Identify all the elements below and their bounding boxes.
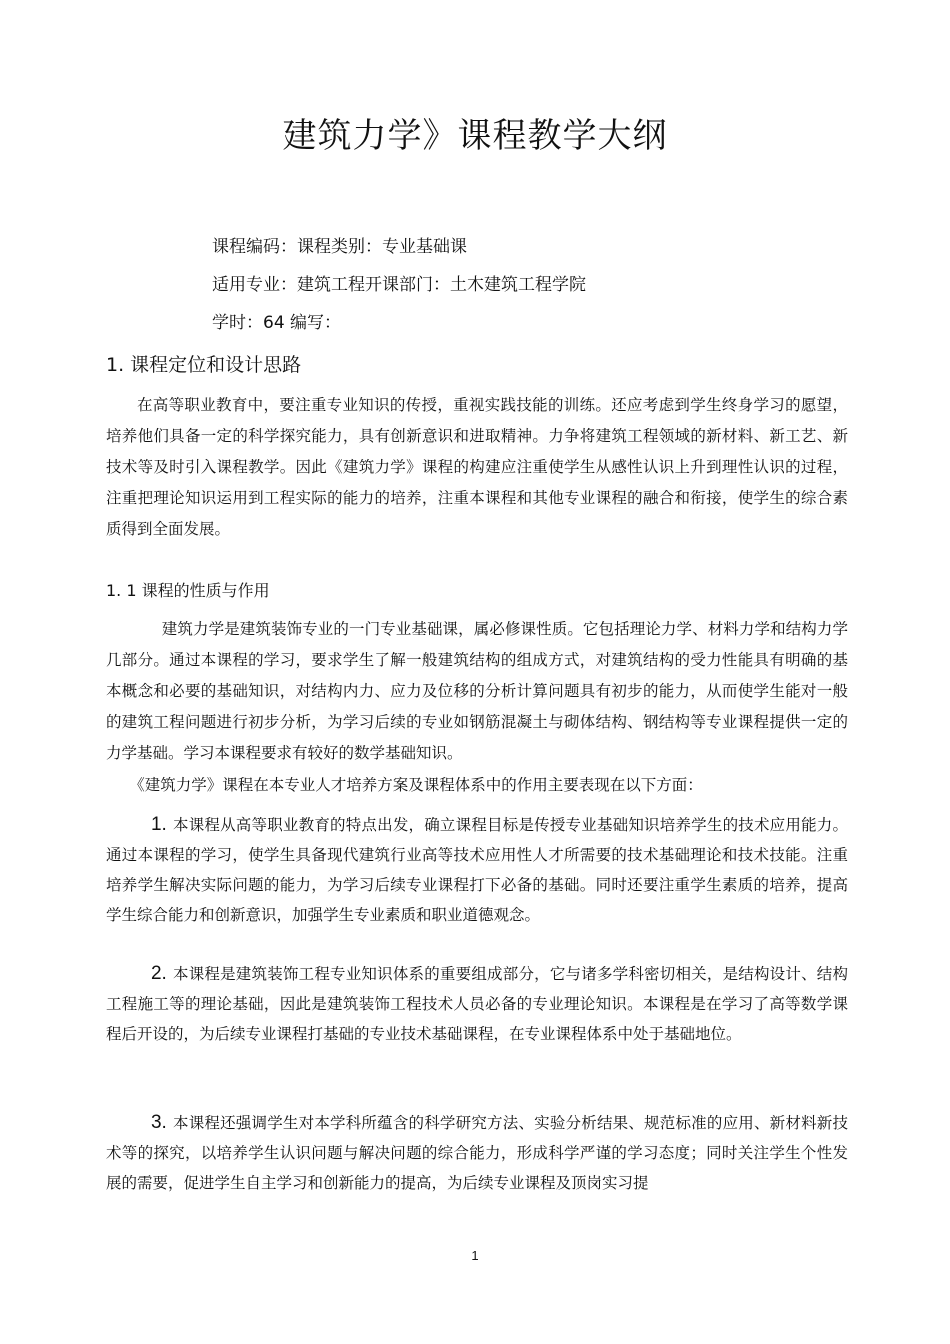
- meta-course-code-category: 课程编码：课程类别：专业基础课: [212, 237, 467, 257]
- document-title: 建筑力学》课程教学大纲: [282, 116, 668, 156]
- meta-major-department: 适用专业：建筑工程开课部门：土木建筑工程学院: [212, 275, 586, 295]
- section-positioning-paragraph: 在高等职业教育中，要注重专业知识的传授，重视实践技能的训练。还应考虑到学生终身学习的愿望，培养他们具备一定的科学探究能力，具有创新意识和进取精神。力争将建筑工程领域的新材料、新工艺、新技术等及时引入课程教学。因此《建筑力学》课程的构建应注重使学生从感性认识上升到理性认识的过程，注重把理论知识运用到工程实际的能力的培养，注重本课程和其他专业课程的融合和衔接，使学生的综合素质得到全面发展。: [106, 396, 848, 538]
- page-number: 1: [471, 1248, 479, 1263]
- subsection-heading-nature: 1. 1 课程的性质与作用: [106, 581, 270, 600]
- role-item-3: [106, 1108, 848, 1198]
- item-number: 2.: [150, 963, 167, 984]
- meta-hours-author: 学时：64 编写：: [212, 313, 342, 333]
- role-item-1: [106, 810, 848, 930]
- item-number: 1.: [150, 814, 167, 835]
- role-intro-paragraph: 《建筑力学》课程在本专业人才培养方案及课程体系中的作用主要表现在以下方面：: [129, 776, 703, 794]
- item-text: 本课程是建筑装饰工程专业知识体系的重要组成部分，它与诸多学科密切相关，是结构设计、结构工程施工等的理论基础，因此是建筑装饰工程技术人员必备的专业理论知识。本课程是在学习了高等数学课程后开设的，为后续专业课程打基础的专业技术基础课程，在专业课程体系中处于基础地位。: [106, 965, 848, 1043]
- section-heading-positioning: 1. 课程定位和设计思路: [106, 354, 302, 376]
- role-item-2: [106, 959, 848, 1049]
- item-number: 3.: [150, 1112, 167, 1133]
- item-text: 本课程还强调学生对本学科所蕴含的科学研究方法、实验分析结果、规范标准的应用、新材料新技术等的探究，以培养学生认识问题与解决问题的综合能力，形成科学严谨的学习态度；同时关注学生个性发展的需要，促进学生自主学习和创新能力的提高，为后续专业课程及顶岗实习提: [106, 1114, 848, 1192]
- nature-paragraph: 建筑力学是建筑装饰专业的一门专业基础课，属必修课性质。它包括理论力学、材料力学和结构力学几部分。通过本课程的学习，要求学生了解一般建筑结构的组成方式，对建筑结构的受力性能具有明确的基本概念和必要的基础知识，对结构内力、应力及位移的分析计算问题具有初步的能力，从而使学生能对一般的建筑工程问题进行初步分析，为学习后续的专业如钢筋混凝土与砌体结构、钢结构等专业课程提供一定的力学基础。学习本课程要求有较好的数学基础知识。: [106, 620, 848, 762]
- item-text: 本课程从高等职业教育的特点出发，确立课程目标是传授专业基础知识培养学生的技术应用能力。通过本课程的学习，使学生具备现代建筑行业高等技术应用性人才所需要的技术基础理论和技术技能。注重培养学生解决实际问题的能力，为学习后续专业课程打下必备的基础。同时还要注重学生素质的培养，提高学生综合能力和创新意识，加强学生专业素质和职业道德观念。: [106, 816, 848, 924]
